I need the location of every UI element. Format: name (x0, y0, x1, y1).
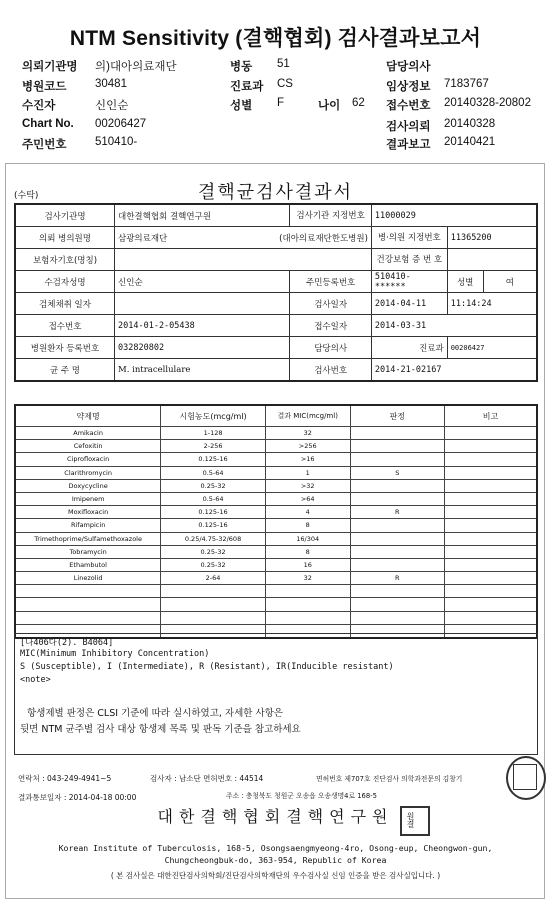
drug-name: Rifampicin (15, 519, 161, 532)
cell-value: 신인순 (115, 271, 290, 293)
interpretation (350, 611, 444, 624)
mic-value: >256 (265, 440, 350, 453)
drug-row (15, 532, 537, 545)
drug-row (15, 466, 537, 479)
note-line: <note> (20, 675, 51, 685)
interpretation (350, 558, 444, 571)
test-range: 0.125-16 (161, 519, 266, 532)
mic-value (265, 611, 350, 624)
institute-name-ko: 대한결핵협회결핵연구원 (157, 807, 394, 826)
drug-name: Doxycycline (15, 479, 161, 492)
mic-value (265, 598, 350, 611)
header-label: 결과보고 (386, 139, 431, 151)
mic-value: 32 (265, 572, 350, 585)
cell-value: 2014-03-31 (371, 315, 537, 337)
header-label: 병원코드 (22, 81, 67, 93)
header-label: 의뢰기관명 (22, 61, 78, 73)
interpretation (350, 440, 444, 453)
tester: 검사자 : 남소단 면허번호 : 44514 (150, 774, 264, 783)
test-range: 0.25/4.75-32/608 (161, 532, 266, 545)
header-label: 접수번호 (386, 100, 431, 112)
contact: 연락처 : 043-249-4941~5 (18, 774, 112, 783)
header-label: 진료과 (230, 81, 264, 93)
remark (445, 558, 537, 571)
cell-value: 11:14:24 (447, 293, 537, 315)
official-seal-icon (506, 756, 546, 800)
interpretation (350, 545, 444, 558)
cell-label: 병·의원 지정번호 (371, 227, 447, 249)
header-value: 30481 (95, 78, 127, 90)
test-range: 0.25-32 (161, 545, 266, 558)
header-value: 의)대아의료재단 (95, 61, 177, 73)
header-value: 20140328 (444, 118, 496, 130)
test-range: 2-64 (161, 572, 266, 585)
remark (445, 492, 537, 505)
cell-value: 032820802 (115, 337, 290, 359)
report-caption: (수탁) (14, 191, 39, 201)
drug-row (15, 611, 537, 624)
test-range (161, 585, 266, 598)
cell-value (115, 293, 290, 315)
cell-label: 의뢰 병의원명 (15, 227, 115, 249)
institute-stamp-icon (400, 806, 430, 836)
drug-row (15, 572, 537, 585)
mic-value: 16 (265, 558, 350, 571)
cell-value (115, 227, 372, 249)
test-range: 0.125-16 (161, 506, 266, 519)
mic-value: >32 (265, 479, 350, 492)
cell-value: 11000029 (371, 204, 537, 227)
cell-label: 접수번호 (15, 315, 115, 337)
clinic-name: 삼광의료재단 (118, 233, 168, 244)
drug-name: Trimethoprime/Sulfamethoxazole (15, 532, 161, 545)
column-header: 시험농도(mcg/ml) (161, 405, 266, 427)
test-range: 0.25-32 (161, 479, 266, 492)
drug-name: Ethambutol (15, 558, 161, 571)
remark (445, 572, 537, 585)
cell-value: 대한결핵협회 결핵연구원 (115, 204, 290, 227)
remark (445, 453, 537, 466)
test-range: 1-128 (161, 427, 266, 440)
drug-row (15, 440, 537, 453)
cell-value: M. intracellulare (115, 359, 290, 382)
interpretation (350, 585, 444, 598)
report-date: 결과통보일자 : 2014-04-18 00:00 (18, 793, 137, 802)
remark (445, 519, 537, 532)
notes-box (14, 633, 538, 755)
cell-label: 성별 (447, 271, 483, 293)
interpretation (350, 479, 444, 492)
mic-value: >64 (265, 492, 350, 505)
mic-value: 1 (265, 466, 350, 479)
interpretation (350, 519, 444, 532)
cell-label: 주민등록번호 (290, 271, 372, 293)
header-value: CS (277, 78, 293, 90)
interpretation (350, 532, 444, 545)
mic-value: 16/304 (265, 532, 350, 545)
mic-value: 32 (265, 427, 350, 440)
drug-name (15, 585, 161, 598)
drug-name: Amikacin (15, 427, 161, 440)
cell-value: 510410- ****** (371, 271, 447, 293)
stamp-text: 원결 (406, 812, 415, 828)
drug-row (15, 558, 537, 571)
test-range: 0.5-64 (161, 492, 266, 505)
cell-label: 검사번호 (290, 359, 372, 382)
column-header: 판정 (350, 405, 444, 427)
remark (445, 532, 537, 545)
interpretation (350, 427, 444, 440)
patient-info-table (14, 203, 538, 382)
drug-name: Ciprofloxacin (15, 453, 161, 466)
cell-label: 검체채취 일자 (15, 293, 115, 315)
cell-value: 2014-21-02167 (371, 359, 537, 382)
mic-value: 4 (265, 506, 350, 519)
remark (445, 585, 537, 598)
drug-name: Moxifloxacin (15, 506, 161, 519)
header-value: 신인순 (95, 100, 129, 112)
drug-name (15, 598, 161, 611)
note-line: S (Susceptible), I (Intermediate), R (Resistant), IR(Inducible resistant) (20, 662, 394, 672)
header-label: 검사의뢰 (386, 121, 431, 133)
drug-rows (15, 427, 537, 639)
header-value: 00206427 (95, 118, 147, 130)
cell-label: 병원환자 등록번호 (15, 337, 115, 359)
drug-name: Clarithromycin (15, 466, 161, 479)
test-range: 2-256 (161, 440, 266, 453)
header-value: 51 (277, 58, 290, 70)
cell-label: 검사기관명 (15, 204, 115, 227)
remark (445, 611, 537, 624)
doctor-license: 면허번호 제707호 진단검사 의학과전문의 김창기 (316, 775, 463, 783)
header-value: 62 (352, 97, 365, 109)
column-header: 약제명 (15, 405, 161, 427)
header-label: 임상정보 (386, 81, 431, 93)
report-title: NTM Sensitivity (결핵협회) 검사결과보고서 (69, 27, 482, 50)
cell-value: 2014-01-2-05438 (115, 315, 290, 337)
cell-label: 균 주 명 (15, 359, 115, 382)
form-title: 결핵균검사결과서 (197, 182, 354, 203)
mic-value: >16 (265, 453, 350, 466)
header-label: 병동 (230, 61, 253, 73)
drug-row (15, 519, 537, 532)
mic-value (265, 585, 350, 598)
drug-name (15, 611, 161, 624)
address: 주소 : 충청북도 청원군 오송읍 오송생명4로 168-5 (226, 792, 377, 800)
header-label: 성별 (230, 100, 253, 112)
test-range: 0.25-32 (161, 558, 266, 571)
cell-value: 11365200 (447, 227, 537, 249)
column-header: 결과 MIC(mcg/ml) (265, 405, 350, 427)
header-label: 수진자 (22, 100, 56, 112)
note-line: [나406다(2). B4064] (20, 638, 114, 648)
cell-label: 접수일자 (290, 315, 372, 337)
cell-label: 담당의사 (290, 337, 372, 359)
drug-row (15, 585, 537, 598)
cell-label: 보험자기호(명칭) (15, 249, 115, 271)
header-value: 20140421 (444, 136, 496, 148)
drug-row (15, 506, 537, 519)
header-label: Chart No. (22, 118, 74, 130)
test-range: 0.5-64 (161, 466, 266, 479)
cell-value: 여 (483, 271, 537, 293)
remark (445, 466, 537, 479)
header-value: 7183767 (444, 78, 489, 90)
institute-address-en: Korean Institute of Tuberculosis, 168-5, Osongsaengmyeong-4ro, Osong-eup, Cheongwon-gun, (58, 843, 493, 853)
column-header: 비고 (445, 405, 537, 427)
note-line: 항생제별 판정은 CLSI 기준에 따라 실시하였고, 자세한 사항은 (27, 708, 283, 719)
interpretation: R (350, 572, 444, 585)
interpretation: S (350, 466, 444, 479)
note-line: MIC(Minimum Inhibitory Concentration) (20, 649, 210, 659)
cell-label: 진료과 (371, 337, 447, 359)
remark (445, 506, 537, 519)
interpretation: R (350, 506, 444, 519)
drug-row (15, 598, 537, 611)
cell-label: 건강보험 증 번 호 (371, 249, 447, 271)
interpretation (350, 492, 444, 505)
drug-name: Linezolid (15, 572, 161, 585)
drug-row (15, 492, 537, 505)
drug-table (14, 404, 538, 639)
interpretation (350, 453, 444, 466)
institute-address-en: Chungcheongbuk-do, 363-954, Republic of Korea (164, 855, 387, 865)
drug-row (15, 545, 537, 558)
cell-value (115, 249, 372, 271)
remark (445, 440, 537, 453)
cell-label: 검사일자 (290, 293, 372, 315)
test-range (161, 611, 266, 624)
test-range: 0.125-16 (161, 453, 266, 466)
cell-value: 00206427 (447, 337, 537, 359)
cell-label: 검사기관 지정번호 (290, 204, 372, 227)
test-range (161, 598, 266, 611)
mic-value: 8 (265, 545, 350, 558)
remark (445, 545, 537, 558)
drug-row (15, 453, 537, 466)
header-value: 510410- (95, 136, 138, 148)
header-label: 나이 (318, 100, 341, 112)
cell-value (447, 249, 537, 271)
drug-name: Tobramycin (15, 545, 161, 558)
cell-label: 수검자성명 (15, 271, 115, 293)
remark (445, 479, 537, 492)
note-line: 뒷면 NTM 균주별 검사 대상 항생제 목록 및 판독 기준을 참고하세요 (20, 724, 301, 735)
drug-row (15, 479, 537, 492)
clinic-name-paren: (대아의료재단한도병원) (279, 233, 368, 244)
header-value: F (277, 97, 285, 109)
accreditation-note: ( 본 검사실은 대한진단검사의학회/진단검사의학재단의 우수검사실 신임 인증을 받은 검사실입니다. ) (110, 871, 441, 880)
header-label: 주민번호 (22, 139, 67, 151)
drug-name: Imipenem (15, 492, 161, 505)
drug-name: Cefoxitin (15, 440, 161, 453)
header-value: 20140328-20802 (444, 97, 531, 109)
interpretation (350, 598, 444, 611)
header-label: 담당의사 (386, 61, 431, 73)
drug-row (15, 427, 537, 440)
remark (445, 427, 537, 440)
remark (445, 598, 537, 611)
mic-value: 8 (265, 519, 350, 532)
cell-value: 2014-04-11 (371, 293, 447, 315)
